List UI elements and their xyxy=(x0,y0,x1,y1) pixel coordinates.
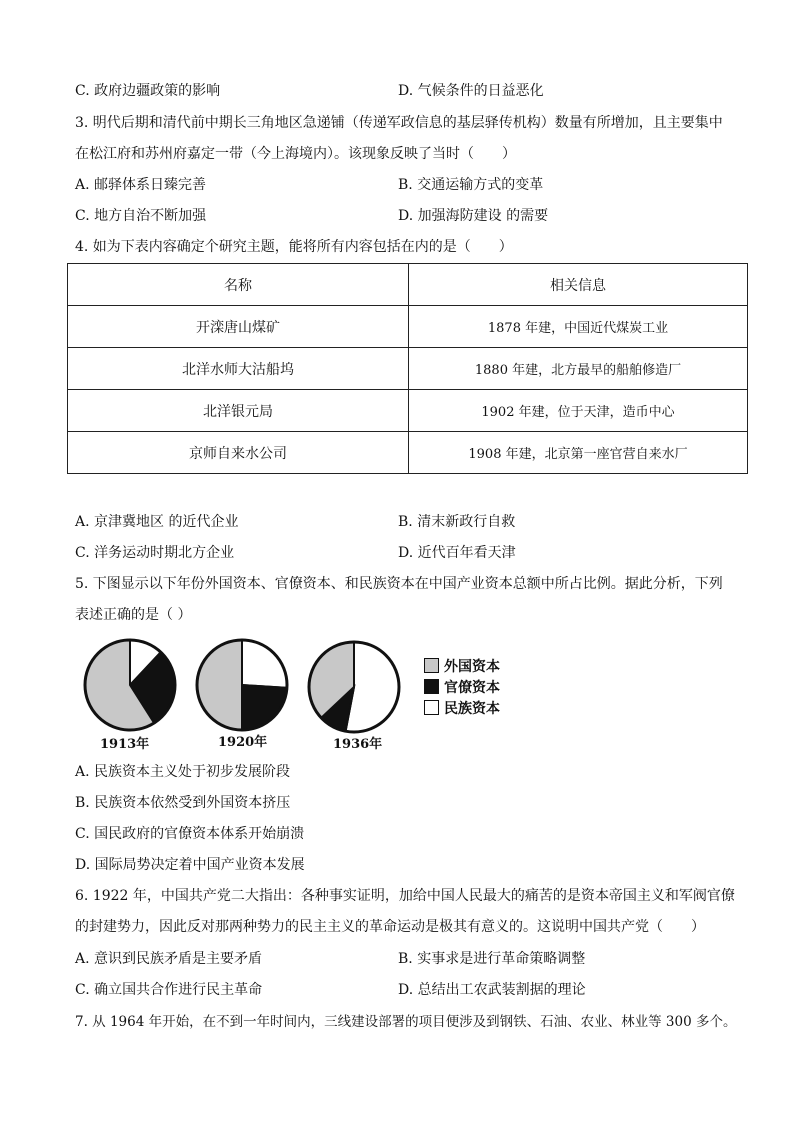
q3-option-c: C. 地方自治不断加强 xyxy=(75,208,207,224)
q6-option-b: B. 实事求是进行革命策略调整 xyxy=(398,951,586,967)
pie-slice-1920年-foreign xyxy=(197,640,242,730)
table-header-name: 名称 xyxy=(68,264,409,306)
q6-option-c: C. 确立国共合作进行民主革命 xyxy=(75,982,263,998)
q4-option-c: C. 洋务运动时期北方企业 xyxy=(75,545,235,561)
table-cell-info: 1880 年建，北方最早的船舶修造厂 xyxy=(409,348,748,390)
table-cell-name: 北洋水师大沽船坞 xyxy=(68,348,409,390)
q5-option-c: C. 国民政府的官僚资本体系开始崩溃 xyxy=(75,826,305,842)
legend-national-capital xyxy=(424,700,500,717)
legend-bureaucratic-capital xyxy=(424,679,500,696)
q5-stem-line1: 5. 下图显示以下年份外国资本、官僚资本、和民族资本在中国产业资本总额中所占比例。据此分析，下列 xyxy=(75,576,723,592)
table-cell-name: 京师自来水公司 xyxy=(68,432,409,474)
legend-label-bureaucratic: 官僚资本 xyxy=(444,680,500,696)
pie-label-1913: 1913年 xyxy=(100,737,150,752)
pie-label-1920: 1920年 xyxy=(218,735,268,750)
q3-stem-line1: 3. 明代后期和清代前中期长三角地区急递铺（传递军政信息的基层驿传机构）数量有所增加，且主要集中 xyxy=(75,115,723,131)
q6-stem-line1: 6. 1922 年，中国共产党二大指出：各种事实证明，加给中国人民最大的痛苦的是资本帝国主义和军阀官僚 xyxy=(75,888,735,904)
legend-swatch-bureaucratic xyxy=(424,679,439,694)
q5-option-a: A. 民族资本主义处于初步发展阶段 xyxy=(75,764,291,780)
pie-label-1936: 1936年 xyxy=(333,737,383,752)
q4-stem: 4. 如为下表内容确定个研究主题，能将所有内容包括在内的是（ ） xyxy=(75,239,513,255)
q2-option-c: C. 政府边疆政策的影响 xyxy=(75,83,221,99)
q3-stem-line2: 在松江府和苏州府嘉定一带（今上海境内）。该现象反映了当时（ ） xyxy=(75,146,516,162)
table-row xyxy=(68,390,748,432)
q6-option-a: A. 意识到民族矛盾是主要矛盾 xyxy=(75,951,263,967)
q5-stem-line2: 表述正确的是（ ） xyxy=(75,607,192,623)
table-row xyxy=(68,432,748,474)
q7-stem-line1: 7. 从 1964 年开始，在不到一年时间内，三线建设部署的项目便涉及到钢铁、石油、农业、林业等 300 多个。 xyxy=(75,1014,737,1030)
table-cell-name: 开滦唐山煤矿 xyxy=(68,306,409,348)
legend-label-national: 民族资本 xyxy=(444,701,500,717)
q4-option-d: D. 近代百年看天津 xyxy=(398,545,516,561)
q3-option-b: B. 交通运输方式的变革 xyxy=(398,177,544,193)
table-row xyxy=(68,348,748,390)
table-header-info: 相关信息 xyxy=(409,264,748,306)
table-header-row xyxy=(68,264,748,306)
table-row xyxy=(68,306,748,348)
legend-swatch-foreign xyxy=(424,658,439,673)
q4-option-b: B. 清末新政行自救 xyxy=(398,514,516,530)
pie-chart-figure xyxy=(75,635,415,735)
table-cell-info: 1908 年建，北京第一座官营自来水厂 xyxy=(409,432,748,474)
q3-option-d: D. 加强海防建设 的需要 xyxy=(398,208,549,224)
legend-foreign-capital xyxy=(424,658,500,675)
table-cell-info: 1878 年建，中国近代煤炭工业 xyxy=(409,306,748,348)
q5-option-b: B. 民族资本依然受到外国资本挤压 xyxy=(75,795,291,811)
legend-label-foreign: 外国资本 xyxy=(444,659,500,675)
q6-stem-line2: 的封建势力，因此反对那两种势力的民主主义的革命运动是极其有意义的。这说明中国共产党（ ） xyxy=(75,919,705,935)
q3-option-a: A. 邮驿体系日臻完善 xyxy=(75,177,207,193)
legend-swatch-national xyxy=(424,700,439,715)
table-cell-info: 1902 年建，位于天津，造币中心 xyxy=(409,390,748,432)
q2-option-d: D. 气候条件的日益恶化 xyxy=(398,83,544,99)
q4-table xyxy=(67,263,748,474)
q5-option-d: D. 国际局势决定着中国产业资本发展 xyxy=(75,857,305,873)
q4-option-a: A. 京津冀地区 的近代企业 xyxy=(75,514,239,530)
table-cell-name: 北洋银元局 xyxy=(68,390,409,432)
q6-option-d: D. 总结出工农武装割据的理论 xyxy=(398,982,586,998)
